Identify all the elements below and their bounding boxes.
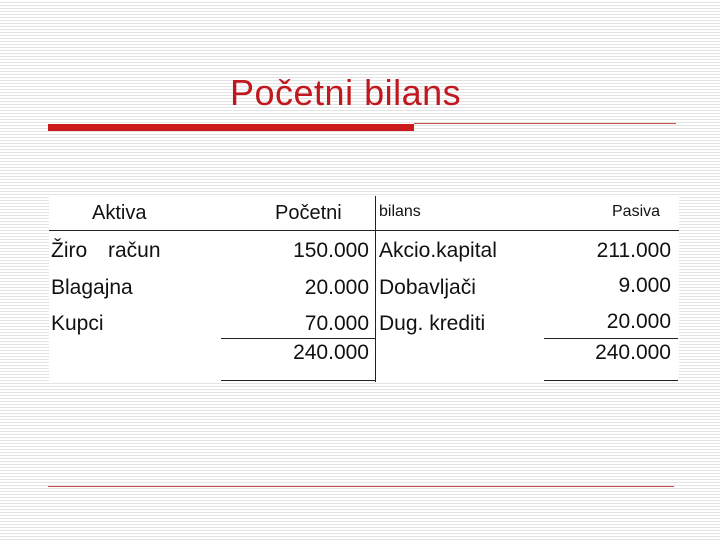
assets-bottom-rule (221, 380, 376, 381)
liability-name: Dobavljači (379, 276, 476, 299)
asset-name: Kupci (51, 312, 104, 335)
liability-amount: 20.000 (606, 310, 671, 333)
liabilities-bottom-rule (544, 380, 678, 381)
assets-total-rule (221, 338, 376, 339)
asset-name: Blagajna (51, 276, 133, 299)
slide-title: Početni bilans (230, 72, 462, 113)
assets-total: 240.000 (293, 341, 369, 364)
footer-divider-line (48, 486, 674, 487)
header-bilans: bilans (379, 203, 421, 220)
liabilities-total-rule (544, 338, 678, 339)
header-aktiva: Aktiva (92, 202, 147, 224)
asset-amount: 20.000 (304, 276, 369, 299)
asset-name-racun: račun (108, 239, 161, 262)
liability-amount: 211.000 (596, 239, 671, 262)
header-pocetni: Početni (275, 202, 342, 224)
asset-amount: 150.000 (293, 239, 369, 262)
liability-name: Dug. krediti (379, 312, 486, 335)
liability-amount: 9.000 (618, 274, 671, 297)
asset-amount: 70.000 (304, 312, 369, 335)
center-divider (375, 196, 376, 382)
header-pasiva: Pasiva (612, 203, 661, 220)
header-rule (49, 230, 679, 231)
liabilities-total: 240.000 (595, 341, 671, 364)
balance-sheet-table (49, 196, 679, 382)
title-divider-line (414, 123, 676, 124)
title-accent-bar (48, 124, 414, 131)
asset-name-zirо: Žiro (51, 239, 88, 262)
liability-name: Akcio.kapital (379, 239, 497, 262)
